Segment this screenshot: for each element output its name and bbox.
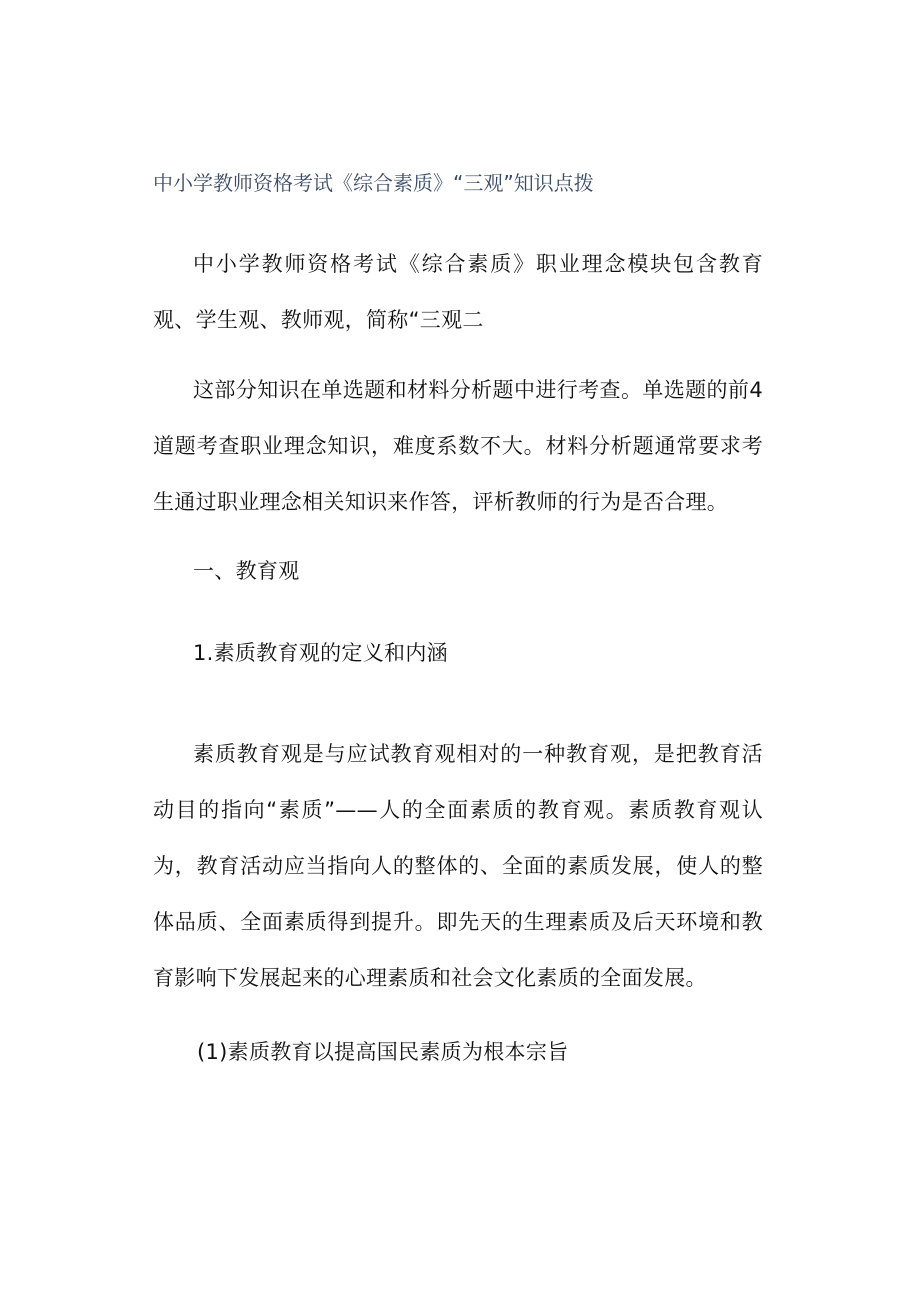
section-heading-education-view: 一、教育观	[193, 559, 300, 583]
definition-paragraph: 素质教育观是与应试教育观相对的一种教育观，是把教育活动目的指向“素质”——人的全面素质的教育观。素质教育观认为，教育活动应当指向人的整体的、全面的素质发展，使人的整体品质、全面素质得到提升。即先天的生理素质及后天环境和教育影响下发展起来的心理素质和社会文化素质的全面发展。	[153, 742, 763, 990]
intro-paragraph: 中小学教师资格考试《综合素质》职业理念模块包含教育观、学生观、教师观，简称“三观二	[153, 252, 763, 332]
subsection-heading-quality-education: 1.素质教育观的定义和内涵	[193, 641, 448, 665]
point-heading-1: (1)素质教育以提高国民素质为根本宗旨	[197, 1040, 569, 1064]
exam-paragraph: 这部分知识在单选题和材料分析题中进行考查。单选题的前4道题考查职业理念知识，难度系数不大。材料分析题通常要求考生通过职业理念相关知识来作答，评析教师的行为是否合理。	[153, 378, 763, 514]
document-title: 中小学教师资格考试《综合素质》“三观”知识点拨	[153, 171, 594, 195]
